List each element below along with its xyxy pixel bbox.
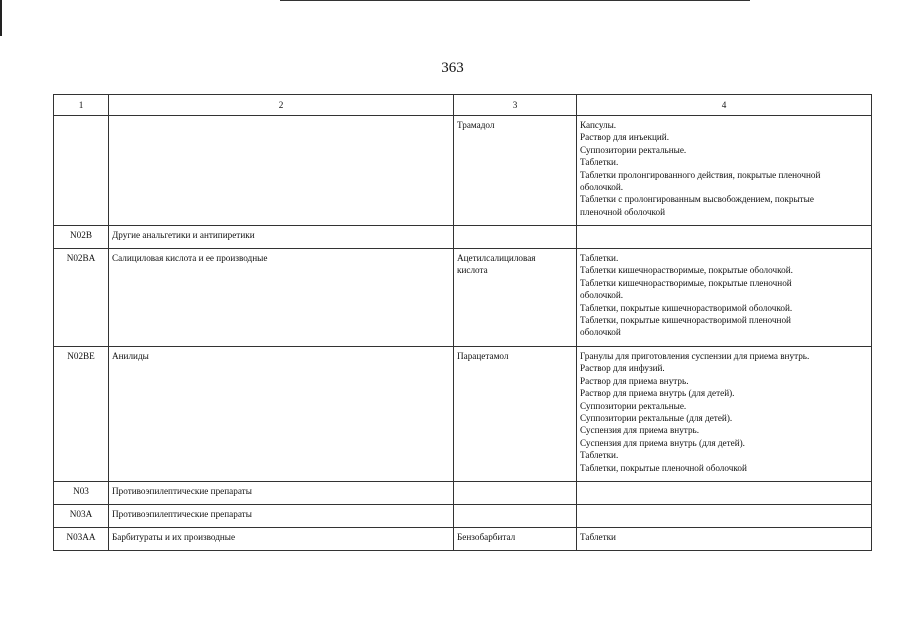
group-name: Противоэпилептические препараты	[109, 505, 454, 528]
substance-name	[454, 482, 577, 505]
group-name: Салициловая кислота и ее производные	[109, 249, 454, 347]
substance-name: Трамадол	[454, 116, 577, 226]
dosage-form: Таблетки кишечнорастворимые, покрытые оболочкой.	[580, 265, 793, 276]
dosage-forms	[577, 347, 872, 482]
dosage-form: Гранулы для приготовления суспензии для приема внутрь.	[580, 351, 810, 361]
dosage-form: Раствор для приема внутрь (для детей).	[580, 388, 735, 399]
group-name	[109, 116, 454, 226]
dosage-form: оболочкой	[580, 327, 621, 338]
atc-code: N03AA	[54, 528, 109, 551]
dosage-form: Суппозитории ректальные.	[580, 400, 687, 411]
dosage-form: оболочкой.	[580, 182, 624, 193]
dosage-form: Таблетки.	[580, 450, 619, 461]
atc-code	[54, 116, 109, 226]
dosage-forms	[577, 482, 872, 505]
dosage-forms	[577, 249, 872, 347]
top-rule	[280, 0, 750, 1]
drug-table	[53, 94, 872, 551]
group-name: Противоэпилептические препараты	[109, 482, 454, 505]
dosage-forms	[577, 226, 872, 249]
substance-name: Парацетамол	[454, 347, 577, 482]
group-name: Барбитураты и их производные	[109, 528, 454, 551]
substance-name-line: Ацетилсалициловая	[457, 253, 536, 263]
dosage-form: Таблетки, покрытые пленочной оболочкой	[580, 462, 747, 473]
dosage-forms	[577, 116, 872, 226]
dosage-form: Суспензия для приема внутрь.	[580, 425, 700, 436]
atc-code: N03A	[54, 505, 109, 528]
dosage-forms	[577, 505, 872, 528]
table-row	[54, 226, 872, 249]
dosage-form: Таблетки, покрытые кишечнорастворимой пленочной	[580, 315, 791, 326]
dosage-form: Таблетки пролонгированного действия, покрытые пленочной	[580, 169, 821, 180]
dosage-form: пленочной оболочкой	[580, 206, 666, 217]
dosage-form: Таблетки кишечнорастворимые, покрытые пленочной	[580, 277, 792, 288]
substance-name	[454, 249, 577, 347]
dosage-form: Суппозитории ректальные (для детей).	[580, 413, 733, 424]
dosage-form: Суспензия для приема внутрь (для детей).	[580, 437, 745, 448]
page-number: 363	[441, 60, 464, 76]
dosage-form: Таблетки	[580, 532, 616, 542]
dosage-form: Раствор для инфузий.	[580, 363, 665, 374]
substance-name	[454, 226, 577, 249]
column-number-3: 3	[454, 95, 577, 116]
dosage-form: Суппозитории ректальные.	[580, 144, 687, 155]
table-row	[54, 528, 872, 551]
column-number-4: 4	[577, 95, 872, 116]
substance-name-line: кислота	[457, 265, 488, 276]
dosage-form: Таблетки.	[580, 253, 619, 263]
column-number-2: 2	[109, 95, 454, 116]
table-row	[54, 505, 872, 528]
group-name: Другие анальгетики и антипиретики	[109, 226, 454, 249]
substance-name	[454, 505, 577, 528]
atc-code: N02B	[54, 226, 109, 249]
dosage-form: оболочкой.	[580, 290, 624, 301]
group-name: Анилиды	[109, 347, 454, 482]
substance-name: Бензобарбитал	[454, 528, 577, 551]
column-number-1: 1	[54, 95, 109, 116]
left-margin-mark	[0, 0, 2, 36]
atc-code: N03	[54, 482, 109, 505]
dosage-form: Раствор для инъекций.	[580, 132, 669, 143]
dosage-form: Таблетки, покрытые кишечнорастворимой оболочкой.	[580, 302, 793, 313]
atc-code: N02BE	[54, 347, 109, 482]
table-row	[54, 347, 872, 482]
table-row	[54, 249, 872, 347]
dosage-form: Таблетки с пролонгированным высвобождением, покрытые	[580, 194, 814, 205]
dosage-form: Капсулы.	[580, 120, 617, 130]
table-header-row	[54, 95, 872, 116]
atc-code: N02BA	[54, 249, 109, 347]
table-row	[54, 116, 872, 226]
dosage-form: Раствор для приема внутрь.	[580, 375, 689, 386]
dosage-form: Таблетки.	[580, 157, 619, 168]
table-row	[54, 482, 872, 505]
dosage-forms	[577, 528, 872, 551]
